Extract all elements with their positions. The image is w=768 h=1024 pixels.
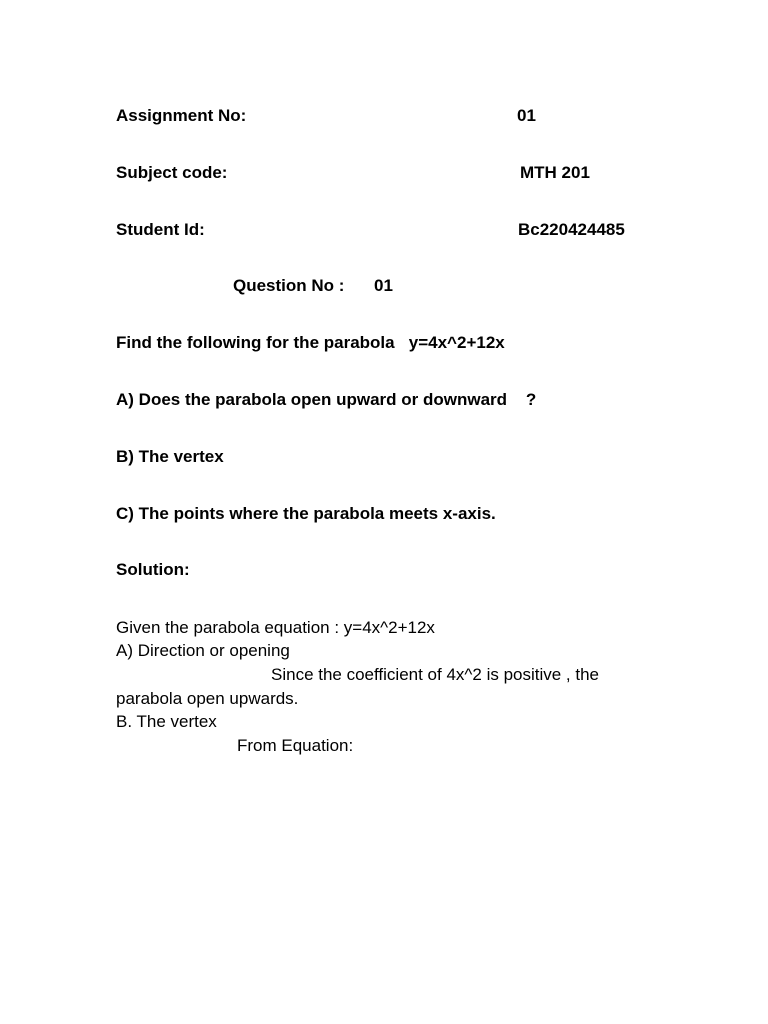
question-prompt: Find the following for the parabola y=4x^2+12x	[116, 333, 505, 352]
question-part-b: B) The vertex	[116, 447, 224, 466]
solution-line: Since the coefficient of 4x^2 is positive , the	[271, 665, 600, 684]
student-label: Student Id:	[116, 220, 205, 239]
student-value: Bc220424485	[518, 220, 625, 239]
solution-line: A) Direction or opening	[116, 641, 290, 660]
solution-heading: Solution:	[116, 560, 190, 579]
question-part-a: A) Does the parabola open upward or downward ?	[116, 390, 537, 409]
solution-line: Given the parabola equation : y=4x^2+12x	[116, 618, 435, 637]
question-label: Question No :	[233, 276, 345, 295]
question-number: 01	[374, 276, 393, 295]
subject-value: MTH 201	[520, 163, 590, 182]
solution-line: parabola open upwards.	[116, 689, 299, 708]
solution-line: From Equation:	[237, 736, 354, 755]
assignment-value: 01	[517, 106, 536, 125]
subject-label: Subject code:	[116, 163, 228, 182]
assignment-label: Assignment No:	[116, 106, 247, 125]
question-part-c: C) The points where the parabola meets x-axis.	[116, 504, 496, 523]
solution-line: B. The vertex	[116, 712, 217, 731]
